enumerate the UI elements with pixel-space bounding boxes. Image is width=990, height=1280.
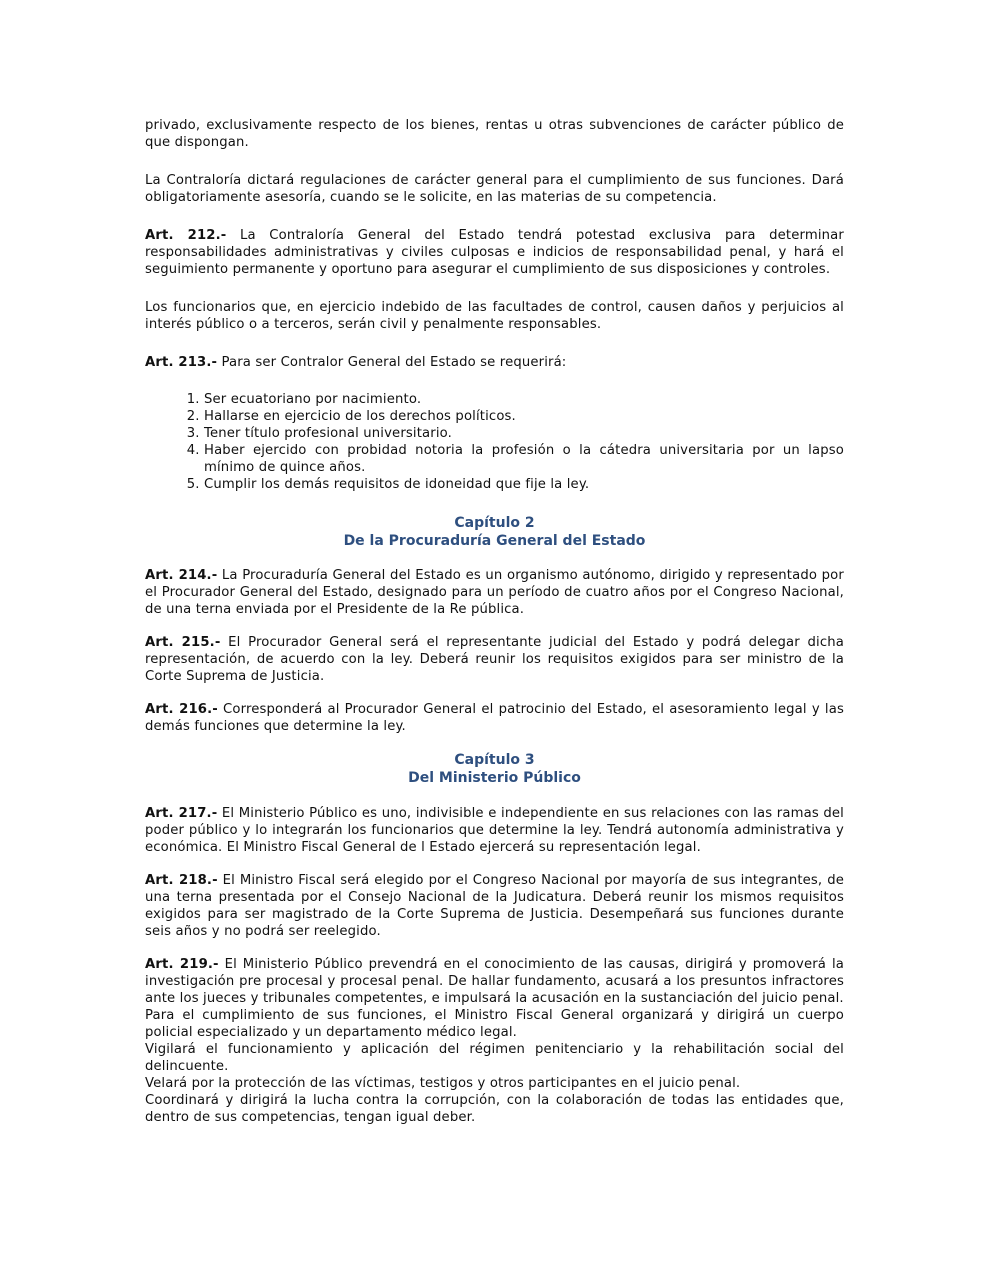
article-label: Art. 215.- bbox=[145, 635, 221, 650]
chapter-title: De la Procuraduría General del Estado bbox=[343, 533, 646, 549]
article-label: Art. 216.- bbox=[145, 702, 218, 717]
chapter-2-heading bbox=[145, 514, 844, 550]
article-text: La Procuraduría General del Estado es un organismo autónomo, dirigido y representado por el Procurador General del Estado, designado para un período de cuatro años por el Congreso Nacional, de una terna enviada por el Presidente de la Re pública. bbox=[145, 568, 844, 617]
article-text: Corresponderá al Procurador General el patrocinio del Estado, el asesoramiento legal y las demás funciones que determine la ley. bbox=[145, 702, 844, 734]
chapter-title: Del Ministerio Público bbox=[408, 770, 581, 786]
article-text: La Contraloría General del Estado tendrá potestad exclusiva para determinar responsabilidades administrativas y civiles culposas e indicios de responsabilidad penal, y hará el seguimiento permanente y oportuno para asegurar el cumplimiento de sus disposiciones y controles. bbox=[145, 228, 844, 277]
chapter-number: Capítulo 2 bbox=[454, 515, 535, 531]
list-item: 2. Hallarse en ejercicio de los derechos políticos. bbox=[204, 408, 844, 425]
list-item: 3. Tener título profesional universitario. bbox=[204, 425, 844, 442]
article-215 bbox=[145, 634, 844, 685]
requirements-list bbox=[145, 391, 844, 493]
chapter-3-heading bbox=[145, 751, 844, 787]
article-text: Para ser Contralor General del Estado se requerirá: bbox=[217, 355, 567, 370]
article-text: El Ministerio Público prevendrá en el conocimiento de las causas, dirigirá y promoverá la investigación pre procesal y procesal penal. De hallar fundamento, acusará a los presuntos infractores ante los jueces y tribunales competentes, e impulsará la acusación en la sustanciación del juicio penal. bbox=[145, 957, 844, 1006]
article-218 bbox=[145, 872, 844, 940]
article-text: El Ministerio Público es uno, indivisible e independiente en sus relaciones con las ramas del poder público y lo integrarán los funcionarios que determine la ley. Tendrá autonomía administrativa y económica. El Ministro Fiscal General de l Estado ejercerá su representación legal. bbox=[145, 806, 844, 855]
article-label: Art. 218.- bbox=[145, 873, 218, 888]
article-219-paragraph: Velará por la protección de las víctimas, testigos y otros participantes en el juicio penal. bbox=[145, 1076, 741, 1091]
article-label: Art. 219.- bbox=[145, 957, 219, 972]
chapter-number: Capítulo 3 bbox=[454, 752, 535, 768]
article-214 bbox=[145, 567, 844, 618]
article-219-paragraph: Vigilará el funcionamiento y aplicación del régimen penitenciario y la rehabilitación social del delincuente. bbox=[145, 1042, 844, 1074]
article-216 bbox=[145, 701, 844, 735]
article-217 bbox=[145, 805, 844, 856]
paragraph-funcionarios: Los funcionarios que, en ejercicio indebido de las facultades de control, causen daños y perjuicios al interés público o a terceros, serán civil y penalmente responsables. bbox=[145, 300, 844, 332]
article-label: Art. 212.- bbox=[145, 228, 227, 243]
paragraph-contraloria-regulaciones: La Contraloría dictará regulaciones de carácter general para el cumplimiento de sus funciones. Dará obligatoriamente asesoría, cuando se le solicite, en las materias de su competencia. bbox=[145, 173, 844, 205]
paragraph-continuation: privado, exclusivamente respecto de los bienes, rentas u otras subvenciones de carácter público de que dispongan. bbox=[145, 118, 844, 150]
article-219-paragraph: Para el cumplimiento de sus funciones, el Ministro Fiscal General organizará y dirigirá un cuerpo policial especializado y un departamento médico legal. bbox=[145, 1008, 844, 1040]
article-label: Art. 213.- bbox=[145, 355, 218, 370]
article-213 bbox=[145, 354, 844, 371]
article-label: Art. 214.- bbox=[145, 568, 218, 583]
list-item: 1. Ser ecuatoriano por nacimiento. bbox=[204, 391, 844, 408]
list-item: 5. Cumplir los demás requisitos de idoneidad que fije la ley. bbox=[204, 476, 844, 493]
article-219-paragraph: Coordinará y dirigirá la lucha contra la corrupción, con la colaboración de todas las entidades que, dentro de sus competencias, tengan igual deber. bbox=[145, 1093, 844, 1125]
article-text: El Procurador General será el representante judicial del Estado y podrá delegar dicha representación, de acuerdo con la ley. Deberá reunir los requisitos exigidos para ser ministro de la Corte Suprema de Justicia. bbox=[145, 635, 844, 684]
article-219 bbox=[145, 956, 844, 1007]
article-text: El Ministro Fiscal será elegido por el Congreso Nacional por mayoría de sus integrantes, de una terna presentada por el Consejo Nacional de la Judicatura. Deberá reunir los mismos requisitos exigidos para ser magistrado de la Corte Suprema de Justicia. Desempeñará sus funciones durante seis años y no podrá ser reelegido. bbox=[145, 873, 844, 939]
article-label: Art. 217.- bbox=[145, 806, 218, 821]
list-item: 4. Haber ejercido con probidad notoria la profesión o la cátedra universitaria por un lapso mínimo de quince años. bbox=[204, 442, 844, 476]
article-212 bbox=[145, 227, 844, 278]
